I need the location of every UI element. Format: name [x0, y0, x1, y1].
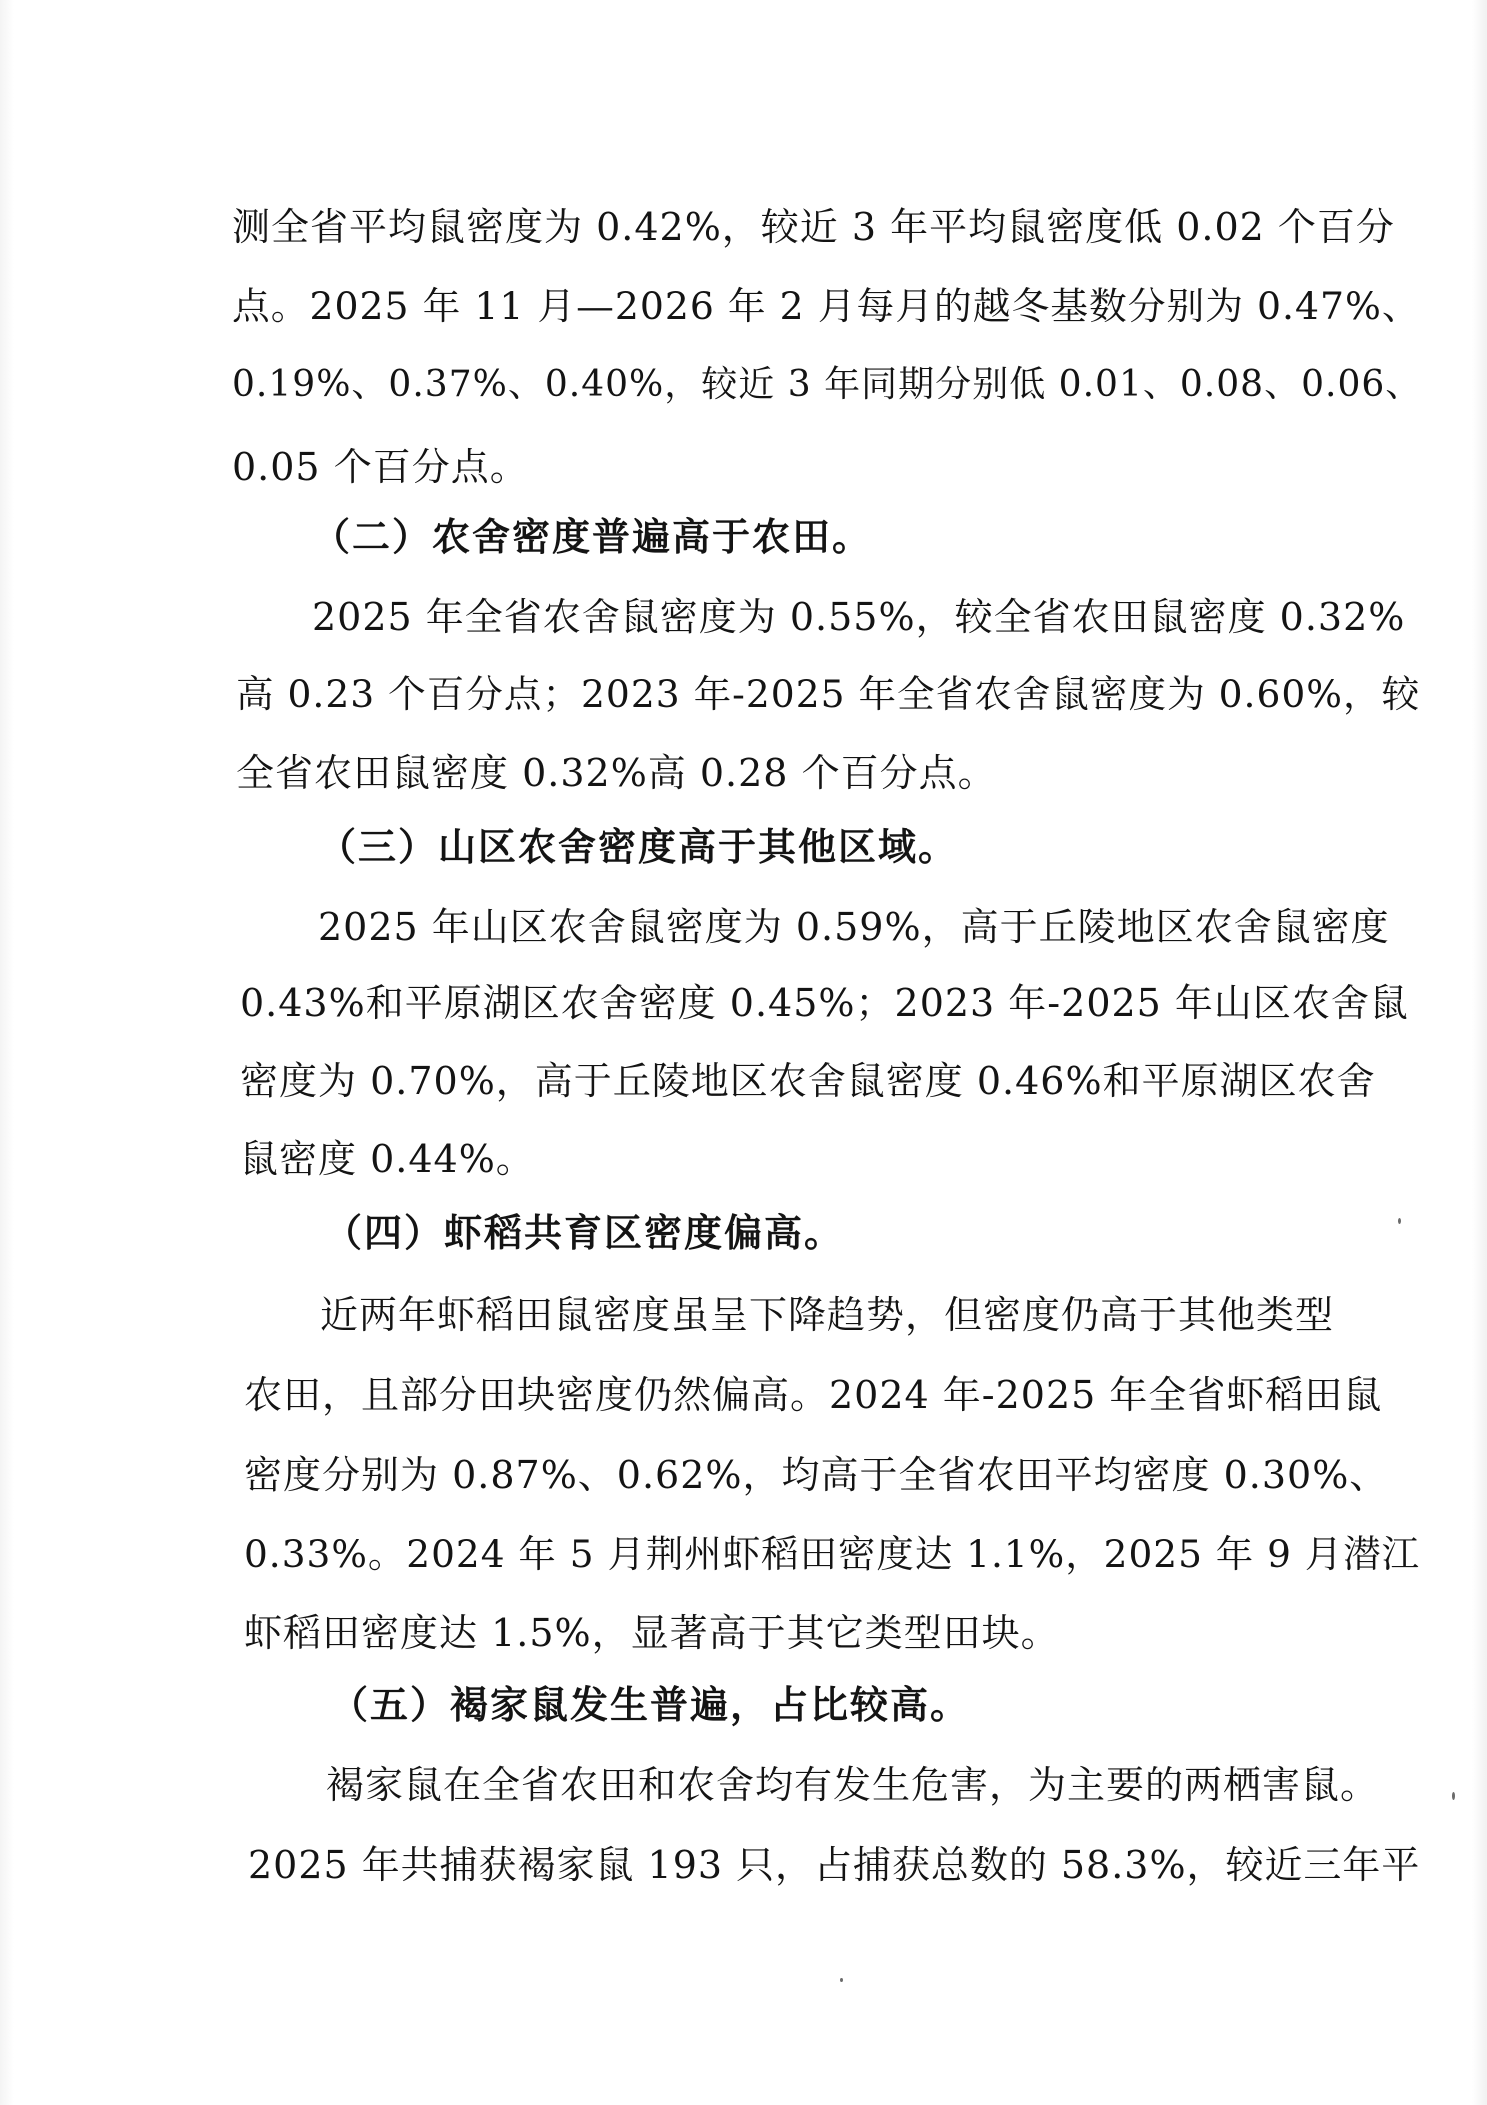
para5-line1: 褐家鼠在全省农田和农舍均有发生危害，为主要的两栖害鼠。 — [326, 1763, 1380, 1807]
section-heading-3: （三）山区农舍密度高于其他区域。 — [318, 824, 959, 869]
scan-speck — [1398, 1218, 1401, 1224]
scan-speck — [1452, 1792, 1455, 1800]
para5-line2: 2025 年共捕获褐家鼠 193 只，占捕获总数的 58.3%，较近三年平 — [248, 1843, 1421, 1887]
para4-line4: 0.33%。2024 年 5 月荆州虾稻田密度达 1.1%，2025 年 9 月潜江 — [244, 1532, 1421, 1576]
section-heading-4: （四）虾稻共育区密度偏高。 — [324, 1210, 845, 1255]
para3-line1: 2025 年山区农舍鼠密度为 0.59%，高于丘陵地区农舍鼠密度 — [318, 905, 1390, 949]
section-heading-2: （二）农舍密度普遍高于农田。 — [312, 514, 873, 559]
para1-line4: 0.05 个百分点。 — [232, 445, 529, 489]
para2-line3: 全省农田鼠密度 0.32%高 0.28 个百分点。 — [236, 751, 997, 795]
para2-line1: 2025 年全省农舍鼠密度为 0.55%，较全省农田鼠密度 0.32% — [312, 595, 1406, 639]
para4-line2: 农田，且部分田块密度仍然偏高。2024 年-2025 年全省虾稻田鼠 — [244, 1373, 1383, 1417]
para2-line2: 高 0.23 个百分点；2023 年-2025 年全省农舍鼠密度为 0.60%，较 — [236, 672, 1421, 716]
para1-line2: 点。2025 年 11 月—2026 年 2 月每月的越冬基数分别为 0.47%、 — [232, 284, 1421, 328]
para3-line2: 0.43%和平原湖区农舍密度 0.45%；2023 年-2025 年山区农舍鼠 — [240, 981, 1409, 1025]
para3-line3: 密度为 0.70%，高于丘陵地区农舍鼠密度 0.46%和平原湖区农舍 — [240, 1059, 1376, 1103]
para1-line3: 0.19%、0.37%、0.40%，较近 3 年同期分别低 0.01、0.08、0.06、 — [232, 364, 1423, 405]
para4-line3: 密度分别为 0.87%、0.62%，均高于全省农田平均密度 0.30%、 — [244, 1453, 1389, 1497]
para4-line1: 近两年虾稻田鼠密度虽呈下降趋势，但密度仍高于其他类型 — [320, 1293, 1335, 1337]
para4-line5: 虾稻田密度达 1.5%，显著高于其它类型田块。 — [244, 1611, 1060, 1655]
section-heading-5: （五）褐家鼠发生普遍，占比较高。 — [330, 1682, 971, 1727]
para3-line4: 鼠密度 0.44%。 — [240, 1137, 535, 1181]
para1-line1: 测全省平均鼠密度为 0.42%，较近 3 年平均鼠密度低 0.02 个百分 — [232, 205, 1395, 249]
scan-speck — [840, 1978, 843, 1982]
